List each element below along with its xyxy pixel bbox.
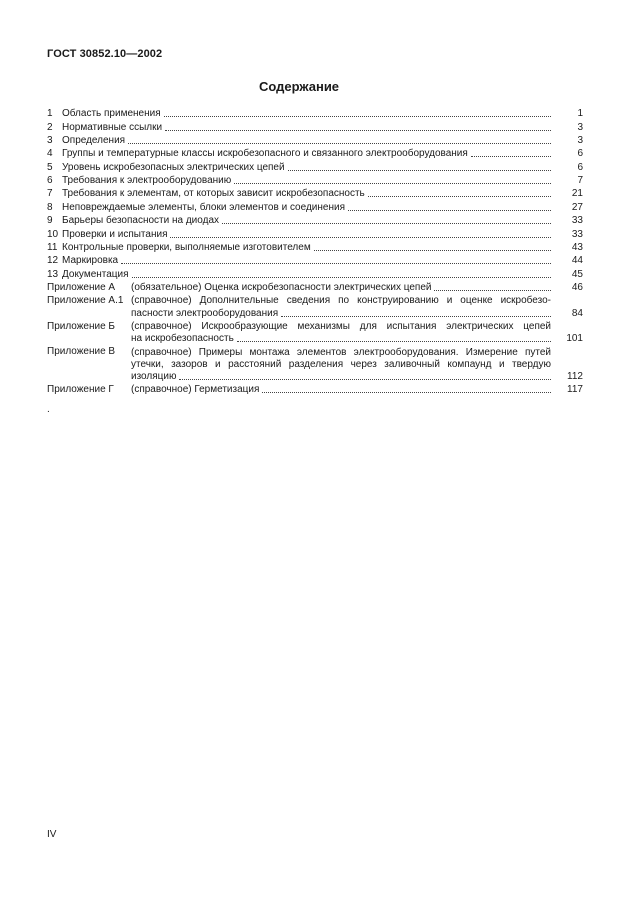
page-ref: 33 — [571, 215, 583, 227]
toc-row — [47, 108, 583, 120]
toc-row — [47, 228, 583, 240]
appendix-label: Приложение А — [47, 281, 116, 293]
section-title: Область применения — [62, 108, 164, 120]
page-number: IV — [47, 829, 57, 840]
appendix-label: Приложение В — [47, 346, 116, 358]
appendix-line — [131, 384, 583, 396]
appendix-text: пасности электрооборудования — [131, 307, 279, 319]
page-ref: 46 — [571, 282, 583, 294]
page-ref: 117 — [567, 384, 583, 396]
dot-leader — [179, 379, 551, 380]
dot-leader — [368, 196, 551, 197]
page-ref: 45 — [571, 268, 583, 280]
toc-row — [47, 255, 583, 267]
toc-appendix — [47, 346, 583, 383]
section-title: Барьеры безопасности на диодах — [62, 215, 222, 227]
toc-row — [47, 121, 583, 133]
appendix-text: на искробезопасность — [131, 333, 234, 345]
section-title: Контрольные проверки, выполняемые изготовителем — [62, 242, 314, 254]
page-ref: 1 — [577, 108, 583, 120]
appendix-body — [131, 295, 583, 319]
page-title: Содержание — [258, 79, 340, 94]
dot-leader — [288, 170, 551, 171]
section-title: Неповреждаемые элементы, блоки элементов и соединения — [62, 202, 348, 214]
table-of-contents — [47, 108, 583, 398]
section-number: 1 — [47, 108, 53, 120]
section-number: 12 — [47, 255, 59, 267]
toc-row — [47, 215, 583, 227]
dot-leader — [222, 223, 551, 224]
section-title: Маркировка — [62, 255, 121, 267]
toc-row — [47, 175, 583, 187]
document-id: ГОСТ 30852.10—2002 — [47, 48, 163, 60]
appendix-text: (справочное) Герметизация — [131, 384, 260, 396]
dot-leader — [164, 116, 551, 117]
page-ref: 3 — [577, 134, 583, 146]
page-ref: 33 — [571, 228, 583, 240]
appendix-body — [131, 346, 583, 383]
appendix-label: Приложение Г — [47, 384, 114, 396]
section-number: 10 — [47, 228, 59, 240]
page-ref: 27 — [571, 201, 583, 213]
toc-appendices — [47, 282, 583, 396]
page-ref: 6 — [577, 148, 583, 160]
page-ref: 101 — [566, 333, 583, 345]
stray-mark: . — [47, 404, 50, 415]
page-ref: 112 — [567, 370, 583, 382]
appendix-line — [131, 333, 583, 345]
page-ref: 21 — [571, 188, 583, 200]
dot-leader — [165, 130, 551, 131]
appendix-body — [131, 282, 583, 294]
toc-row — [47, 162, 583, 174]
page-ref: 84 — [571, 307, 583, 319]
page-ref: 44 — [571, 255, 583, 267]
appendix-line — [131, 321, 583, 333]
appendix-text: (обязательное) Оценка искробезопасности электрических цепей — [131, 282, 432, 294]
appendix-line — [131, 295, 583, 307]
appendix-label: Приложение Б — [47, 320, 115, 332]
appendix-text: (справочное) Дополнительные сведения по конструированию и оценке искробезо- — [131, 295, 551, 307]
dot-leader — [234, 183, 551, 184]
section-number: 9 — [47, 215, 53, 227]
appendix-line — [131, 307, 583, 319]
section-number: 11 — [47, 241, 58, 253]
section-number: 4 — [47, 148, 53, 160]
section-title: Требования к электрооборудованию — [62, 175, 234, 187]
toc-row — [47, 188, 583, 200]
page-ref: 7 — [577, 175, 583, 187]
appendix-line — [131, 359, 583, 371]
section-number: 2 — [47, 121, 53, 133]
appendix-text: (справочное) Примеры монтажа элементов электрооборудования. Измерение путей — [131, 346, 551, 358]
section-title: Определения — [62, 135, 128, 147]
toc-row — [47, 135, 583, 147]
toc-row — [47, 242, 583, 254]
section-number: 6 — [47, 175, 53, 187]
section-number: 7 — [47, 188, 53, 200]
page-ref: 43 — [571, 241, 583, 253]
appendix-body — [131, 384, 583, 396]
section-title: Требования к элементам, от которых зависит искробезопасность — [62, 188, 368, 200]
page-ref: 6 — [577, 161, 583, 173]
section-title: Уровень искробезопасных электрических цепей — [62, 162, 288, 174]
appendix-line — [131, 371, 583, 383]
dot-leader — [434, 290, 551, 291]
appendix-line — [131, 282, 583, 294]
section-title: Группы и температурные классы искробезопасного и связанного электрооборудования — [62, 148, 471, 160]
appendix-body — [131, 321, 583, 345]
appendix-text: (справочное) Искрообразующие механизмы для испытания электрических цепей — [131, 321, 551, 332]
toc-row — [47, 269, 583, 281]
dot-leader — [471, 156, 551, 157]
dot-leader — [237, 341, 551, 342]
dot-leader — [121, 263, 551, 264]
section-title: Документация — [62, 269, 132, 281]
section-number: 8 — [47, 201, 53, 213]
appendix-line — [131, 346, 583, 358]
toc-sections — [47, 108, 583, 281]
appendix-text: изоляцию — [131, 370, 177, 382]
appendix-label: Приложение А.1 — [47, 295, 124, 307]
appendix-text: утечки, зазоров и расстояний разделения через заливочный компаунд и твердую — [131, 358, 551, 370]
dot-leader — [314, 250, 551, 251]
section-number: 13 — [47, 268, 59, 280]
toc-appendix — [47, 282, 583, 294]
dot-leader — [128, 143, 551, 144]
page-ref: 3 — [577, 121, 583, 133]
toc-appendix — [47, 384, 583, 396]
dot-leader — [132, 277, 551, 278]
section-number: 3 — [47, 134, 53, 146]
section-number: 5 — [47, 161, 53, 173]
dot-leader — [281, 316, 551, 317]
toc-appendix — [47, 321, 583, 345]
toc-appendix — [47, 295, 583, 319]
section-title: Нормативные ссылки — [62, 122, 165, 134]
dot-leader — [170, 237, 551, 238]
section-title: Проверки и испытания — [62, 229, 170, 241]
dot-leader — [262, 392, 551, 393]
dot-leader — [348, 210, 551, 211]
toc-row — [47, 202, 583, 214]
toc-row — [47, 148, 583, 160]
